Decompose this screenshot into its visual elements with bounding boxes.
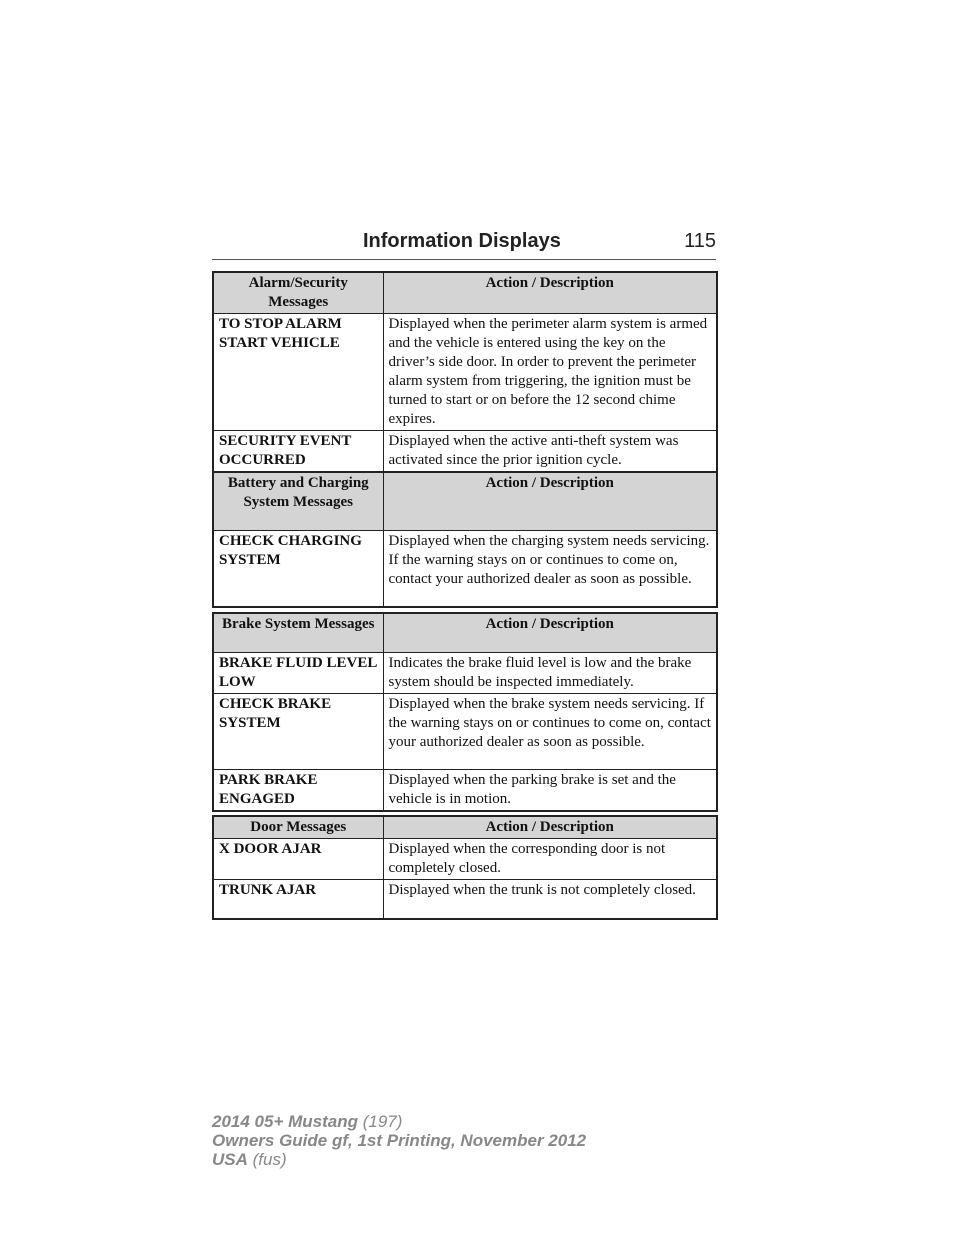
- message-name: TO STOP ALARM START VEHICLE: [213, 314, 383, 431]
- page-title: Information Displays: [363, 230, 561, 252]
- message-name: TRUNK AJAR: [213, 880, 383, 920]
- table-row: [213, 839, 717, 880]
- alarm-security-messages-table: [212, 271, 718, 473]
- footer-line: [212, 1150, 586, 1169]
- table-header-row: [213, 816, 717, 839]
- footer-line: [212, 1131, 586, 1150]
- table-header-row: [213, 472, 717, 531]
- message-description: Displayed when the charging system needs servicing. If the warning stays on or continues to come on, contact your authorized dealer as soon as possible.: [383, 531, 717, 608]
- message-name: X DOOR AJAR: [213, 839, 383, 880]
- page-number: 115: [684, 230, 716, 252]
- footer-market-code: (fus): [252, 1150, 287, 1169]
- table-row: [213, 770, 717, 812]
- column-header: Action / Description: [383, 272, 717, 314]
- footer-model-code: (197): [362, 1112, 403, 1131]
- table-row: [213, 880, 717, 920]
- message-description: Indicates the brake fluid level is low and the brake system should be inspected immediately.: [383, 653, 717, 694]
- column-header: Alarm/Security Messages: [213, 272, 383, 314]
- battery-charging-messages-table: [212, 471, 718, 608]
- table-row: [213, 653, 717, 694]
- message-description: Displayed when the corresponding door is not completely closed.: [383, 839, 717, 880]
- message-name: CHECK CHARGING SYSTEM: [213, 531, 383, 608]
- column-header: Action / Description: [383, 613, 717, 653]
- footer-printing: Owners Guide gf, 1st Printing, November 2012: [212, 1131, 587, 1150]
- message-description: Displayed when the brake system needs servicing. If the warning stays on or continues to come on, contact your authorized dealer as soon as possible.: [383, 694, 717, 770]
- message-description: Displayed when the trunk is not completely closed.: [383, 880, 717, 920]
- table-header-row: [213, 613, 717, 653]
- table-row: [213, 694, 717, 770]
- table-row: [213, 314, 717, 431]
- message-description: Displayed when the perimeter alarm system is armed and the vehicle is entered using the key on the driver’s side door. In order to prevent the perimeter alarm system from triggering, the ignition must be turned to start or on before the 12 second chime expires.: [383, 314, 717, 431]
- table-row: [213, 531, 717, 608]
- message-name: SECURITY EVENT OCCURRED: [213, 431, 383, 473]
- message-description: Displayed when the active anti-theft system was activated since the prior ignition cycle.: [383, 431, 717, 473]
- door-messages-table: [212, 815, 718, 920]
- column-header: Action / Description: [383, 816, 717, 839]
- brake-system-messages-table: [212, 612, 718, 812]
- column-header: Door Messages: [213, 816, 383, 839]
- table-header-row: [213, 272, 717, 314]
- message-description: Displayed when the parking brake is set and the vehicle is in motion.: [383, 770, 717, 812]
- page-footer: [212, 1112, 586, 1169]
- message-name: PARK BRAKE ENGAGED: [213, 770, 383, 812]
- footer-line: [212, 1112, 586, 1131]
- column-header: Brake System Messages: [213, 613, 383, 653]
- column-header: Battery and Charging System Messages: [213, 472, 383, 531]
- message-name: BRAKE FLUID LEVEL LOW: [213, 653, 383, 694]
- footer-market: USA: [212, 1150, 248, 1169]
- message-name: CHECK BRAKE SYSTEM: [213, 694, 383, 770]
- column-header: Action / Description: [383, 472, 717, 531]
- footer-model: 2014 05+ Mustang: [212, 1112, 358, 1131]
- page-header: [212, 229, 716, 260]
- table-row: [213, 431, 717, 473]
